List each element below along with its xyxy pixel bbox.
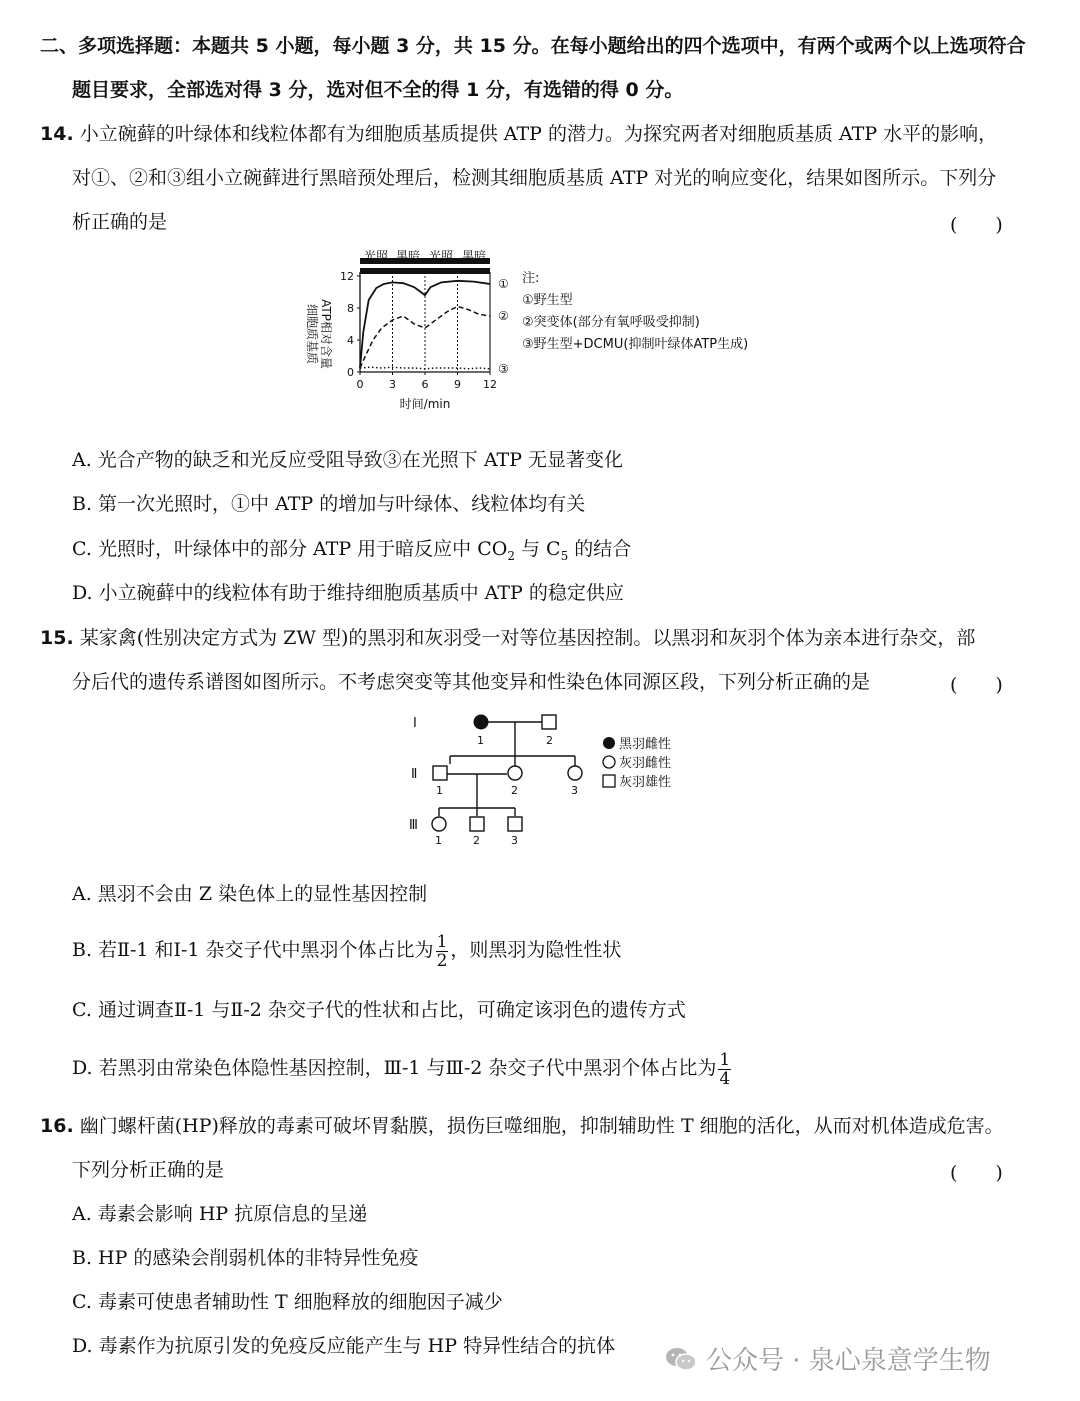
q15-option-b-numerator: 1: [436, 931, 448, 952]
phase-segment-2: [393, 268, 426, 274]
q16-text-line1: 幽门螺杆菌(HP)释放的毒素可破坏胃黏膜，损伤巨噬细胞，抑制辅助性 T 细胞的活化，从而对机体造成危害。: [79, 1115, 1004, 1137]
pedigree-I-2-gray-male: [542, 715, 556, 729]
q15-option-d: [72, 1048, 733, 1088]
chart-plot-area: [340, 268, 509, 391]
q15-option-c: C. 通过调查Ⅱ-1 与Ⅱ-2 杂交子代的性状和占比，可确定该羽色的遗传方式: [72, 999, 686, 1021]
q14-option-c-sub1: 2: [507, 548, 515, 563]
y-tick-label-0: 0: [347, 366, 354, 379]
q14-atp-chart: [300, 250, 820, 420]
q14-text-line1: 小立碗藓的叶绿体和线粒体都有为细胞质基质提供 ATP 的潜力。为探究两者对细胞质基质 ATP 水平的影响，: [79, 123, 998, 145]
num-III-1: 1: [435, 834, 442, 847]
q15-option-d-numerator: 1: [719, 1049, 731, 1070]
q14-number: 14.: [40, 123, 74, 145]
q14-option-c: [72, 537, 631, 568]
q16-option-c: C. 毒素可使患者辅助性 T 细胞释放的细胞因子减少: [72, 1291, 503, 1313]
y-tick-label-4: 4: [347, 334, 354, 347]
gen-label-III: Ⅲ: [409, 818, 418, 833]
q15-option-b-fraction: [436, 933, 449, 970]
legend-gray-male: 灰羽雄性: [619, 775, 672, 790]
y-axis-label-2: ATP相对含量: [319, 299, 333, 369]
phase-segment-4: [458, 268, 491, 274]
note-1: ①野生型: [522, 293, 573, 308]
q14-option-c-text2: 与 C: [514, 538, 561, 560]
q14-stem-line1: [40, 122, 997, 146]
watermark: [664, 1340, 991, 1377]
q15-option-a: A. 黑羽不会由 Z 染色体上的显性基因控制: [72, 883, 428, 905]
legend-gray-female-icon: [603, 756, 615, 768]
q14-option-a: A. 光合产物的缺乏和光反应受阻导致③在光照下 ATP 无显著变化: [72, 449, 624, 471]
num-II-1: 1: [436, 784, 443, 797]
q14-option-b: B. 第一次光照时，①中 ATP 的增加与叶绿体、线粒体均有关: [72, 493, 586, 515]
q15-option-b: [72, 930, 621, 970]
num-II-2: 2: [511, 784, 518, 797]
pedigree-III-2-gray-male: [470, 817, 484, 831]
section-header-line1: 二、多项选择题：本题共 5 小题，每小题 3 分，共 15 分。在每小题给出的四个选项中，有两个或两个以上选项符合: [40, 35, 1026, 57]
legend-gray-female: 灰羽雌性: [619, 756, 672, 771]
phase-label-2: 黑暗: [395, 250, 421, 263]
note-2: ②突变体(部分有氧呼吸受抑制): [522, 315, 700, 330]
phase-segment-3: [425, 268, 458, 274]
watermark-text: 公众号 · 泉心泉意学生物: [706, 1346, 991, 1376]
q14-stem-line3: 析正确的是: [72, 211, 168, 233]
series-label-3: ③: [498, 361, 509, 376]
q16-option-d: D. 毒素作为抗原引发的免疫反应能产生与 HP 特异性结合的抗体: [72, 1335, 616, 1357]
x-tick-label-9: 9: [454, 378, 461, 391]
pedigree-lines: [439, 722, 575, 816]
num-I-1: 1: [477, 734, 484, 747]
pedigree-III-1-gray-female: [432, 817, 446, 831]
pedigree-II-3-gray-female: [568, 766, 582, 780]
q15-stem-line2: 分后代的遗传系谱图如图所示。不考虑突变等其他变异和性染色体同源区段，下列分析正确的是: [72, 671, 871, 693]
q16-option-a: A. 毒素会影响 HP 抗原信息的呈递: [72, 1203, 368, 1225]
section-header-line2: 题目要求，全部选对得 3 分，选对但不全的得 1 分，有选错的得 0 分。: [72, 79, 684, 101]
legend-black-female: 黑羽雌性: [619, 737, 672, 752]
q15-text-line1: 某家禽(性别决定方式为 ZW 型)的黑羽和灰羽受一对等位基因控制。以黑羽和灰羽个体为亲本进行杂交，部: [79, 627, 976, 649]
q14-option-c-sub2: 5: [560, 548, 569, 563]
q14-answer-blank: ( ): [950, 214, 1003, 236]
q15-option-b-text1: B. 若Ⅱ-1 和Ⅰ-1 杂交子代中黑羽个体占比为: [72, 939, 434, 961]
phase-label-3: 光照: [428, 250, 454, 263]
chart-notes: [522, 271, 748, 352]
series-label-1: ①: [498, 277, 509, 291]
q15-option-d-denominator: 4: [719, 1068, 731, 1089]
x-tick-label-3: 3: [389, 378, 396, 391]
q16-number: 16.: [40, 1115, 74, 1137]
q14-option-d: D. 小立碗藓中的线粒体有助于维持细胞质基质中 ATP 的稳定供应: [72, 582, 624, 604]
legend-gray-male-icon: [603, 775, 615, 787]
wechat-icon: [664, 1345, 698, 1373]
num-III-2: 2: [473, 834, 480, 847]
note-title: 注:: [522, 271, 540, 286]
pedigree-II-1-gray-male: [433, 766, 447, 780]
gen-label-II: Ⅱ: [411, 767, 418, 782]
series-label-2: ②: [498, 309, 509, 323]
q14-option-c-text1: C. 光照时，叶绿体中的部分 ATP 用于暗反应中 CO: [72, 538, 508, 560]
x-tick-label-0: 0: [356, 378, 364, 391]
pedigree-I-1-black-female: [474, 715, 488, 729]
q16-answer-blank: ( ): [950, 1162, 1003, 1184]
legend-black-female-icon: [603, 737, 615, 749]
y-axis-label-1: 细胞质基质: [305, 303, 319, 365]
q15-option-b-text2: ，则黑羽为隐性性状: [450, 939, 622, 961]
q16-stem-line2: 下列分析正确的是: [72, 1159, 225, 1181]
q15-option-d-fraction: [718, 1051, 731, 1088]
q14-option-c-text3: 的结合: [568, 538, 632, 560]
x-axis-label: 时间/min: [399, 397, 451, 411]
q14-stem-line2: 对①、②和③组小立碗藓进行黑暗预处理后，检测其细胞质基质 ATP 对光的响应变化，结果如图所示。下列分: [72, 167, 997, 189]
x-tick-label-6: 6: [421, 378, 429, 391]
y-tick-label-12: 12: [340, 270, 354, 283]
phase-label-1: 光照: [363, 250, 389, 263]
phase-label-4: 黑暗: [461, 250, 487, 263]
q15-stem-line1: [40, 626, 975, 650]
pedigree-II-2-gray-female: [508, 766, 522, 780]
q16-stem-line1: [40, 1114, 1004, 1138]
q15-option-b-denominator: 2: [436, 950, 448, 971]
note-3: ③野生型+DCMU(抑制叶绿体ATP生成): [522, 337, 749, 352]
q16-option-b: B. HP 的感染会削弱机体的非特异性免疫: [72, 1247, 419, 1269]
num-III-3: 3: [511, 834, 518, 847]
x-tick-label-12: 12: [483, 378, 497, 391]
phase-segment-1: [360, 268, 393, 274]
num-I-2: 2: [546, 734, 553, 747]
q15-number: 15.: [40, 627, 74, 649]
pedigree-III-3-gray-male: [508, 817, 522, 831]
y-tick-label-8: 8: [347, 302, 354, 315]
q15-pedigree: [405, 708, 695, 848]
q15-option-d-text: D. 若黑羽由常染色体隐性基因控制，Ⅲ-1 与Ⅲ-2 杂交子代中黑羽个体占比为: [72, 1057, 717, 1079]
q15-answer-blank: ( ): [950, 674, 1003, 696]
num-II-3: 3: [571, 784, 578, 797]
gen-label-I: Ⅰ: [413, 716, 417, 731]
